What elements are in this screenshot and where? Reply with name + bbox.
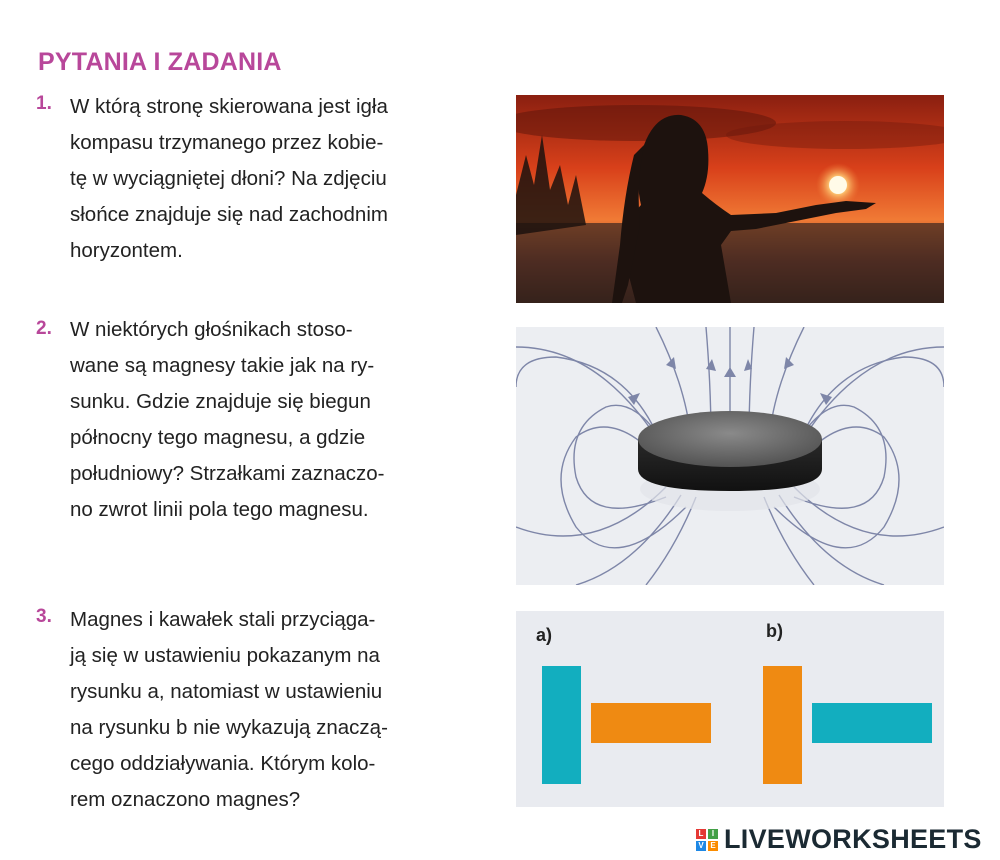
orange-bar-a (591, 703, 711, 743)
section-heading: PYTANIA I ZADANIA (38, 48, 282, 76)
question-number: 3. (36, 606, 52, 627)
question-number: 1. (36, 93, 52, 114)
magnet-steel-figure (516, 611, 944, 807)
logo-letter: I (708, 829, 718, 839)
question-text: Magnes i kawałek stali przyciąga- ją się w ustawieniu pokazanym na rysunku a, natomiast w ustawieniu na rysunku b nie wykazują znaczą- cego oddziaływania. Którym kolo- rem oznaczono magnes? (70, 608, 388, 811)
cyan-bar-a (542, 666, 581, 784)
sunset-woman-photo (516, 95, 944, 303)
orange-bar-b (763, 666, 802, 784)
liveworksheets-logo-icon (696, 829, 718, 851)
magnet-field-diagram (516, 327, 944, 585)
question-text: W niektórych głośnikach stoso- wane są magnesy takie jak na ry- sunku. Gdzie znajduje się biegun północny tego magnesu, a gdzie południowy? Strzałkami zaznaczo- no zwrot linii pola tego magnesu. (70, 318, 385, 521)
question-text: W którą stronę skierowana jest igła kompasu trzymanego przez kobie- tę w wyciągniętej dłoni? Na zdjęciu słońce znajduje się nad zachodnim horyzontem. (70, 95, 388, 262)
figure-label-a: a) (536, 625, 553, 645)
logo-letter: V (696, 841, 706, 851)
cyan-bar-b (812, 703, 932, 743)
figure-label-b: b) (766, 621, 783, 641)
footer-logo (696, 824, 982, 855)
question-number: 2. (36, 318, 52, 339)
logo-letter: L (696, 829, 706, 839)
brand-name: LIVEWORKSHEETS (724, 824, 982, 854)
logo-letter: E (708, 841, 718, 851)
